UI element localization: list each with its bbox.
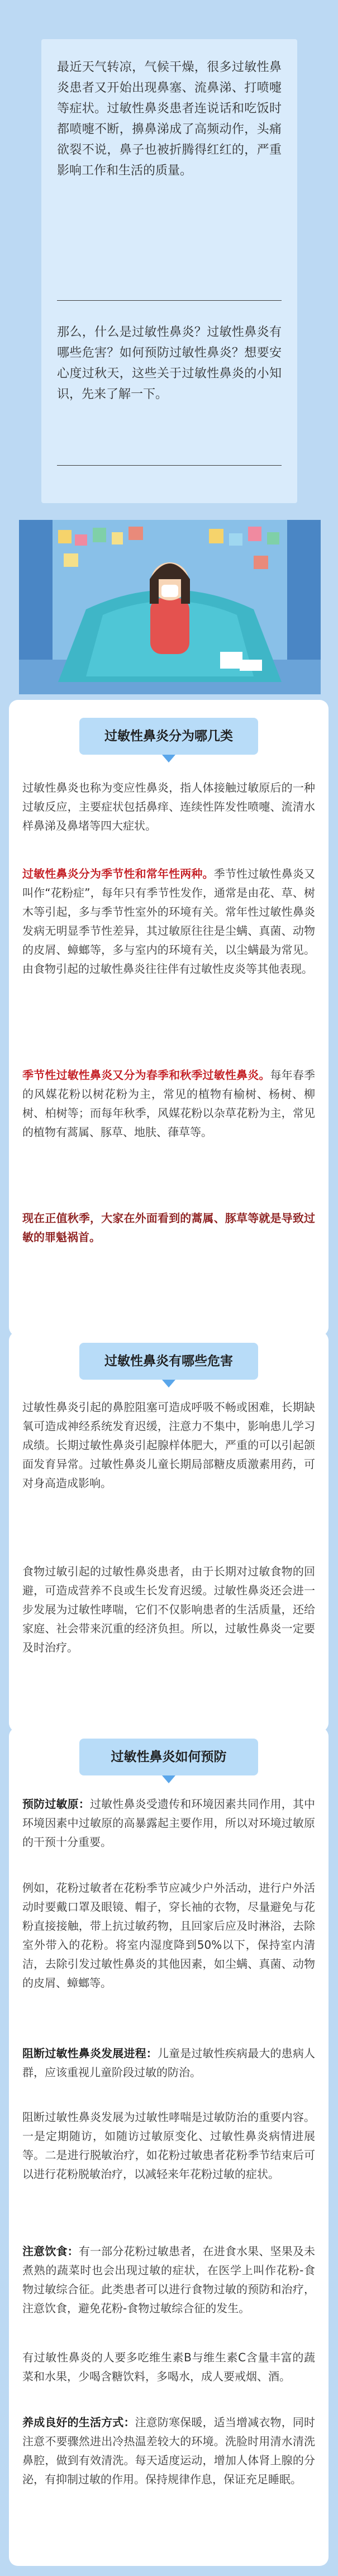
paragraph-prevent-allergen: 预防过敏原：过敏性鼻炎受遗传和环境因素共同作用，其中环境因素中过敏原的高暴露起主要作用，所以对环境过敏原的干预十分重要。	[22, 1797, 316, 1849]
paragraph-seasonal: 季节性过敏性鼻炎又分为春季和秋季过敏性鼻炎。每年春季的风媒花粉以树花粉为主，常见的植物有榆树、杨树、柳树、柏树等；而每年秋季，风媒花粉以杂草花粉为主，常见的植物有蒿属、豚草、地肤、葎草等。	[22, 1068, 316, 1139]
divider-bottom	[57, 465, 282, 466]
paragraph-vitamins: 有过敏性鼻炎的人要多吃维生素B与维生素C含量丰富的蔬菜和水果，少喝含糖饮料，多喝水，成人要戒烟、酒。	[22, 2351, 315, 2383]
heading-pointer-icon	[162, 1380, 175, 1388]
highlight-seasonal: 季节性过敏性鼻炎又分为春季和秋季过敏性鼻炎。	[22, 1068, 270, 1082]
intro-card	[41, 39, 297, 503]
paragraph-harm-2: 食物过敏引起的过敏性鼻炎患者，由于长期对过敏食物的回避，可造成营养不良或生长发育迟缓。过敏性鼻炎还会进一步发展为过敏性哮喘，它们不仅影响患者的生活质量，还给家庭、社会带来沉重的经济负担。所以，过敏性鼻炎一定要及时治疗。	[22, 1565, 315, 1654]
paragraph-classification: 过敏性鼻炎分为季节性和常年性两种。季节性过敏性鼻炎又叫作“花粉症”，每年只有季节性发作，通常是由花、草、树木等引起，多与季节性室外的环境有关。常年性过敏性鼻炎发病无明显季节性差异，其过敏原往往是尘螨、真菌、动物的皮屑、蟑螂等，多与室内的环境有关，以尘螨最为常见。由食物引起的过敏性鼻炎往往伴有过敏性皮炎等其他表现。	[22, 867, 316, 976]
section-card-types	[9, 700, 329, 1336]
section-card-harm	[9, 1332, 329, 1732]
paragraph-block-progression: 阻断过敏性鼻炎发展进程：儿童是过敏性疾病最大的患病人群，应该重视儿童阶段过敏的防治。	[22, 2047, 316, 2079]
paragraph-pollen-example: 例如，花粉过敏者在花粉季节应减少户外活动，进行户外活动时要戴口罩及眼镜、帽子，穿长袖的衣物，尽量避免与花粉直接接触，带上抗过敏药物，且回家后应及时淋浴，去除室外带入的花粉。将室内湿度降到50%以下，保持室内清洁，去除引发过敏性鼻炎的其他因素，如尘螨、真菌、动物的皮屑、蟑螂等。	[22, 1881, 315, 1990]
intro-paragraph-2: 那么，什么是过敏性鼻炎？过敏性鼻炎有哪些危害？如何预防过敏性鼻炎？想要安心度过秋天，这些关于过敏性鼻炎的小知识，先来了解一下。	[57, 325, 282, 401]
section-heading-harm: 过敏性鼻炎有哪些危害	[79, 1343, 258, 1380]
paragraph-diet: 注意饮食：有一部分花粉过敏患者，在进食水果、坚果及未煮熟的蔬菜时也会出现过敏的症状，在医学上叫作花粉-食物过敏综合征。此类患者可以进行食物过敏的预防和治疗，注意饮食，避免花粉-食物过敏综合征的发生。	[22, 2244, 316, 2315]
paragraph-definition: 过敏性鼻炎也称为变应性鼻炎，指人体接触过敏原后的一种过敏反应，主要症状包括鼻痒、连续性阵发性喷嚏、流清水样鼻涕及鼻堵等四大症状。	[22, 781, 315, 832]
divider-top	[57, 300, 282, 301]
heading-pointer-icon	[162, 755, 175, 763]
section-heading-types: 过敏性鼻炎分为哪几类	[79, 718, 258, 755]
illustration-girl-with-cold	[19, 520, 321, 694]
paragraph-autumn-warning: 现在正值秋季，大家在外面看到的蒿属、豚草等就是导致过敏的罪魁祸首。	[22, 1211, 315, 1244]
heading-pointer-icon	[162, 1775, 175, 1783]
section-card-prevention	[9, 1727, 329, 2566]
intro-paragraph-1: 最近天气转凉，气候干燥，很多过敏性鼻炎患者又开始出现鼻塞、流鼻涕、打喷嚏等症状。过敏性鼻炎患者连说话和吃饭时都喷嚏不断，擤鼻涕成了高频动作，头痛欲裂不说，鼻子也被折腾得红红的，严重影响工作和生活的质量。	[57, 60, 282, 178]
paragraph-harm-1: 过敏性鼻炎引起的鼻腔阻塞可造成呼吸不畅或困难，长期缺氧可造成神经系统发育迟缓，注意力不集中，影响患儿学习成绩。长期过敏性鼻炎引起腺样体肥大，严重的可以引起颌面发育异常。过敏性鼻炎儿童长期局部糖皮质激素用药，可对身高造成影响。	[22, 1400, 315, 1490]
paragraph-lifestyle: 养成良好的生活方式：注意防寒保暖，适当增减衣物，同时注意不要骤然进出冷热温差较大的环境。洗脸时用清水清洗鼻腔，做到有效清洗。每天适度运动，增加人体肾上腺的分泌，有抑制过敏的作用。保持规律作息，保证充足睡眠。	[22, 2416, 316, 2486]
paragraph-asthma-prevention: 阻断过敏性鼻炎发展为过敏性哮喘是过敏防治的重要内容。一是定期随访，如随访过敏原变化、过敏性鼻炎病情进展等。二是进行脱敏治疗，如花粉过敏患者花粉季节结束后可以进行花粉脱敏治疗，以减轻来年花粉过敏的症状。	[22, 2110, 315, 2181]
section-heading-prevention: 过敏性鼻炎如何预防	[79, 1739, 258, 1775]
highlight-classification: 过敏性鼻炎分为季节性和常年性两种。	[22, 867, 214, 880]
